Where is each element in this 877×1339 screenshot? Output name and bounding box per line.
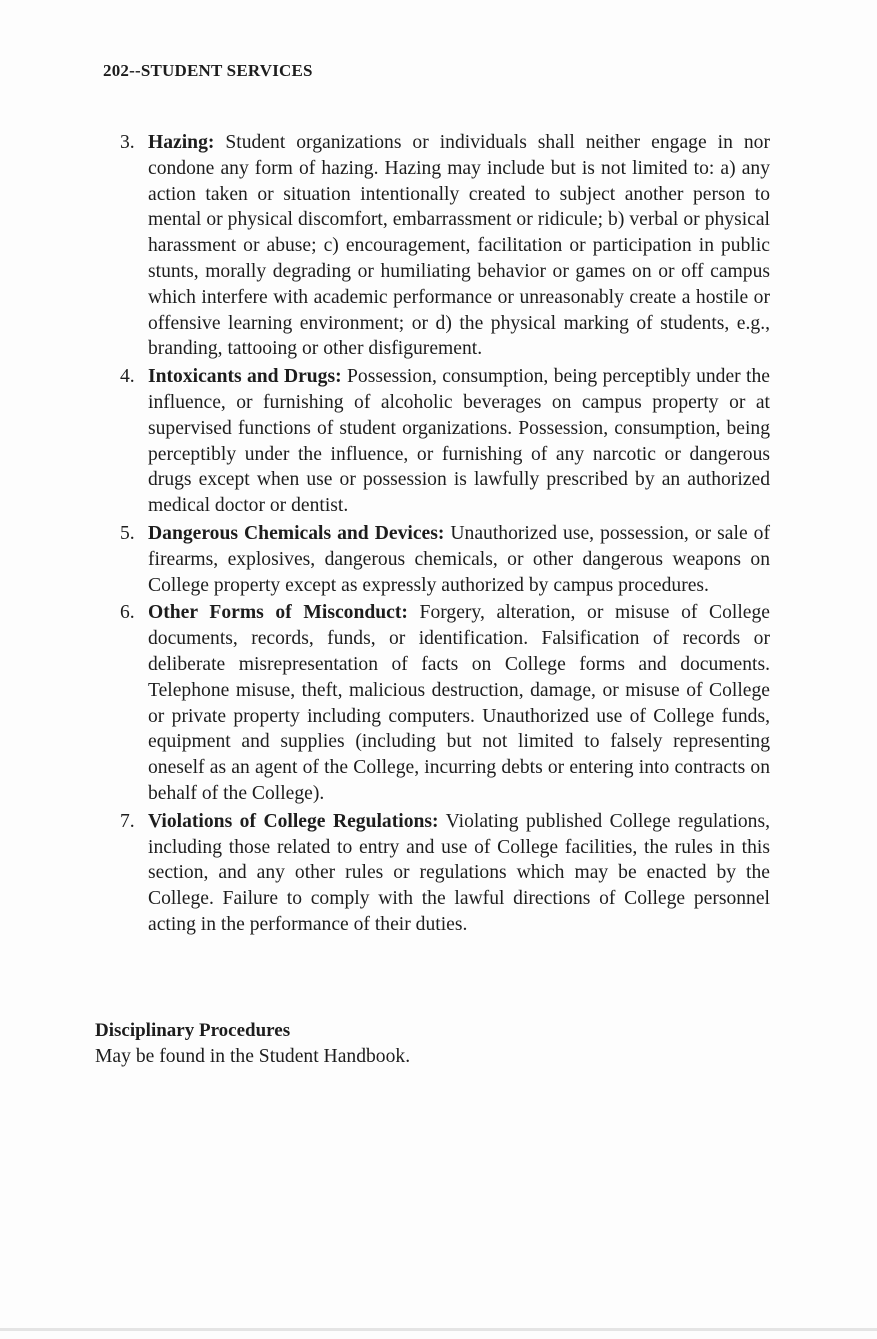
rule-text: Forgery, alteration, or misuse of College documents, records, funds, or identification. Falsification of records or deliberate misrepresentation of facts on College forms and documents. Telephone misuse, theft, malicious destruction, damage, or misuse of College or private property including computers. Unauthorized use of College funds, equipment and supplies (including but not limited to falsely representing oneself as an agent of the College, incurring debts or entering into contracts on behalf of the College).: [148, 602, 771, 804]
rule-text: Student organizations or individuals shall neither engage in nor condone any form of hazing. Hazing may include but is not limited to: a) any action taken or situation intentionally created to subject another person to mental or physical discomfort, embarrassment or ridicule; b) verbal or physical harassment or abuse; c) encouragement, facilitation or participation in public stunts, morally degrading or humiliating behavior or games on or off campus which interfere with academic performance or unreasonably create a hostile or offensive learning environment; or d) the physical marking of students, e.g., branding, tattooing or other disfigurement.: [148, 132, 770, 360]
rule-item-college-regulations: [120, 809, 771, 938]
rule-item-dangerous-chemicals: [120, 521, 770, 598]
rule-item-other-misconduct: [120, 600, 771, 806]
section-body: May be found in the Student Handbook.: [95, 1046, 411, 1067]
rule-number: 5.: [120, 522, 135, 544]
rule-title: Hazing:: [148, 132, 215, 153]
conduct-rules-list: [120, 130, 771, 940]
rule-item-hazing: [120, 130, 770, 362]
rule-text: Unauthorized use, possession, or sale of firearms, explosives, dangerous chemicals, or other dangerous weapons on College property except as expressly authorized by campus procedures.: [148, 522, 770, 596]
rule-title: Violations of College Regulations:: [148, 810, 439, 832]
rule-title: Other Forms of Misconduct:: [148, 602, 408, 624]
rule-title: Dangerous Chemicals and Devices:: [148, 522, 445, 544]
rule-title: Intoxicants and Drugs:: [148, 366, 342, 388]
rule-number: 6.: [120, 602, 135, 624]
section-heading: Disciplinary Procedures: [95, 1020, 291, 1041]
rule-text: Possession, consumption, being perceptibly under the influence, or furnishing of alcoholic beverages on campus property or at supervised functions of student organizations. Possession, consumption, being perceptibly under the influence, or furnishing of any narcotic or dangerous drugs except when use or possession is lawfully prescribed by an authorized medical doctor or dentist.: [148, 366, 770, 517]
rule-text: Violating published College regulations, including those related to entry and use of College facilities, the rules in this section, and any other rules or regulations which may be enacted by the College. Failure to comply with the lawful directions of College personnel acting in the performance of their duties.: [148, 810, 771, 935]
rule-item-intoxicants-and-drugs: [120, 364, 770, 519]
rule-number: 7.: [120, 810, 135, 832]
rule-number: 4.: [120, 366, 135, 388]
rule-number: 3.: [120, 132, 135, 153]
disciplinary-procedures-section: [95, 1018, 775, 1070]
running-header: 202--STUDENT SERVICES: [103, 61, 313, 80]
page-bottom-edge: [0, 1328, 877, 1331]
